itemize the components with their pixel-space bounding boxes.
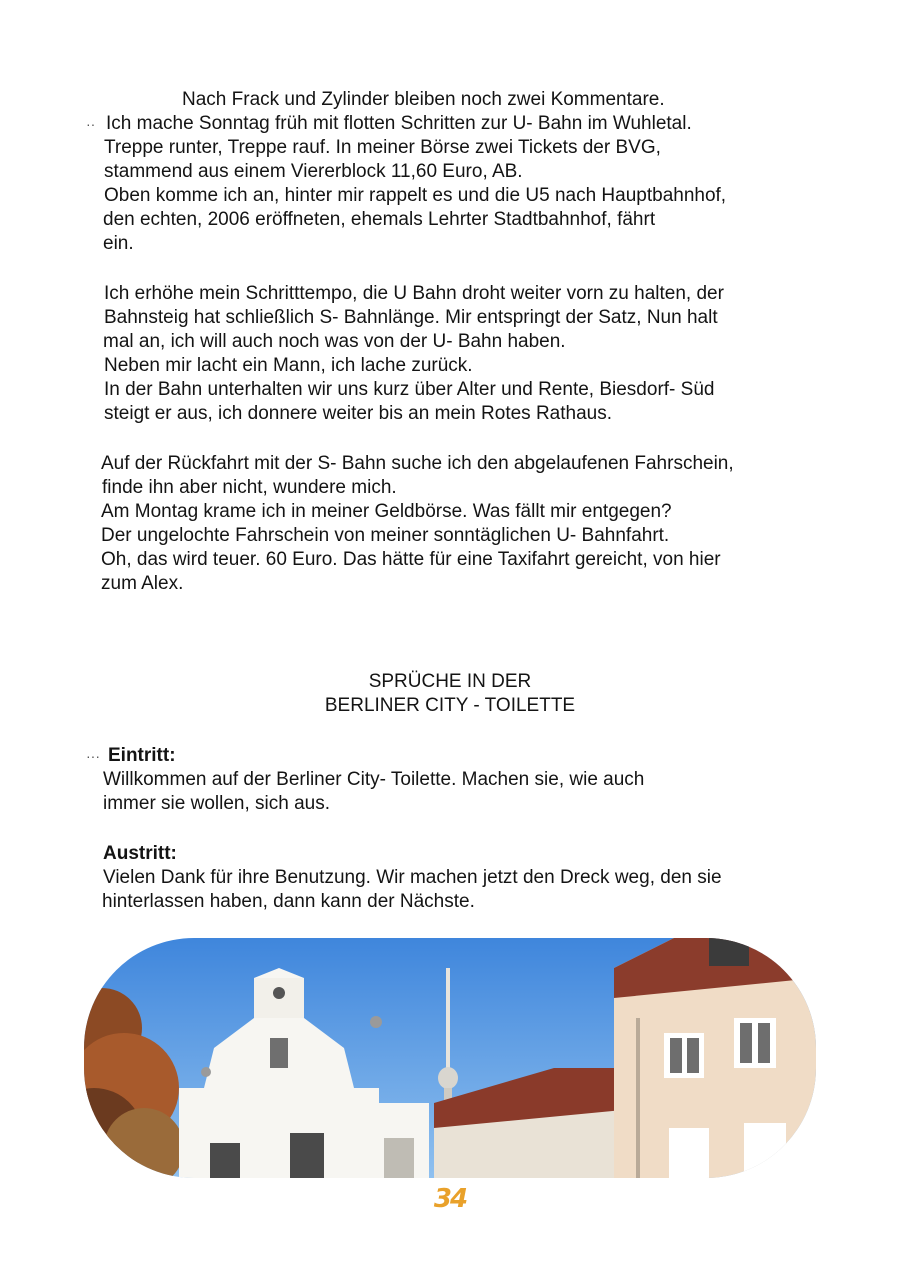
paragraph-line: stammend aus einem Viererblock 11,60 Euro, AB. [104, 161, 523, 182]
bullet-marker: ··· [86, 748, 100, 764]
paragraph-line: Treppe runter, Treppe rauf. In meiner Börse zwei Tickets der BVG, [104, 137, 661, 158]
paragraph-line: den echten, 2006 eröffneten, ehemals Lehrter Stadtbahnhof, fährt [103, 209, 656, 230]
entry-text-line: immer sie wollen, sich aus. [103, 793, 331, 814]
intro-line: Nach Frack und Zylinder bleiben noch zwei Kommentare. [182, 89, 665, 110]
paragraph-line: finde ihn aber nicht, wundere mich. [102, 477, 397, 498]
bullet-marker: ·· [86, 116, 96, 132]
section-title-line2: BERLINER CITY - TOILETTE [324, 695, 576, 716]
paragraph-line: Der ungelochte Fahrschein von meiner sonntäglichen U- Bahnfahrt. [101, 525, 670, 546]
entry-text-line: Willkommen auf der Berliner City- Toilette. Machen sie, wie auch [103, 769, 645, 790]
exit-text-line: hinterlassen haben, dann kann der Nächste. [102, 891, 475, 912]
exit-heading: Austritt: [103, 843, 177, 864]
paragraph-line: Oben komme ich an, hinter mir rappelt es und die U5 nach Hauptbahnhof, [104, 185, 727, 206]
paragraph-line: Oh, das wird teuer. 60 Euro. Das hätte für eine Taxifahrt gereicht, von hier [101, 549, 721, 570]
paragraph-line: Am Montag krame ich in meiner Geldbörse. Was fällt mir entgegen? [101, 501, 672, 522]
paragraph-line: Neben mir lacht ein Mann, ich lache zurück. [104, 355, 473, 376]
paragraph-line: Bahnsteig hat schließlich S- Bahnlänge. Mir entspringt der Satz, Nun halt [104, 307, 718, 328]
paragraph-line: Auf der Rückfahrt mit der S- Bahn suche ich den abgelaufenen Fahrschein, [101, 453, 734, 474]
exit-text-line: Vielen Dank für ihre Benutzung. Wir machen jetzt den Dreck weg, den sie [103, 867, 722, 888]
paragraph-line: ein. [103, 233, 134, 254]
paragraph-line: zum Alex. [101, 573, 184, 594]
paragraph-line: Ich mache Sonntag früh mit flotten Schritten zur U- Bahn im Wuhletal. [106, 113, 692, 134]
paragraph-line: mal an, ich will auch noch was von der U- Bahn haben. [103, 331, 566, 352]
paragraph-line: Ich erhöhe mein Schritttempo, die U Bahn droht weiter vorn zu halten, der [104, 283, 724, 304]
paragraph-line: steigt er aus, ich donnere weiter bis an mein Rotes Rathaus. [104, 403, 612, 424]
photo-illustration [84, 938, 816, 1178]
paragraph-line: In der Bahn unterhalten wir uns kurz über Alter und Rente, Biesdorf- Süd [104, 379, 715, 400]
section-title-line1: SPRÜCHE IN DER [368, 671, 532, 692]
entry-heading: Eintritt: [108, 745, 176, 766]
page-number: 34 [433, 1184, 467, 1214]
berlin-buildings-photo [84, 938, 816, 1178]
